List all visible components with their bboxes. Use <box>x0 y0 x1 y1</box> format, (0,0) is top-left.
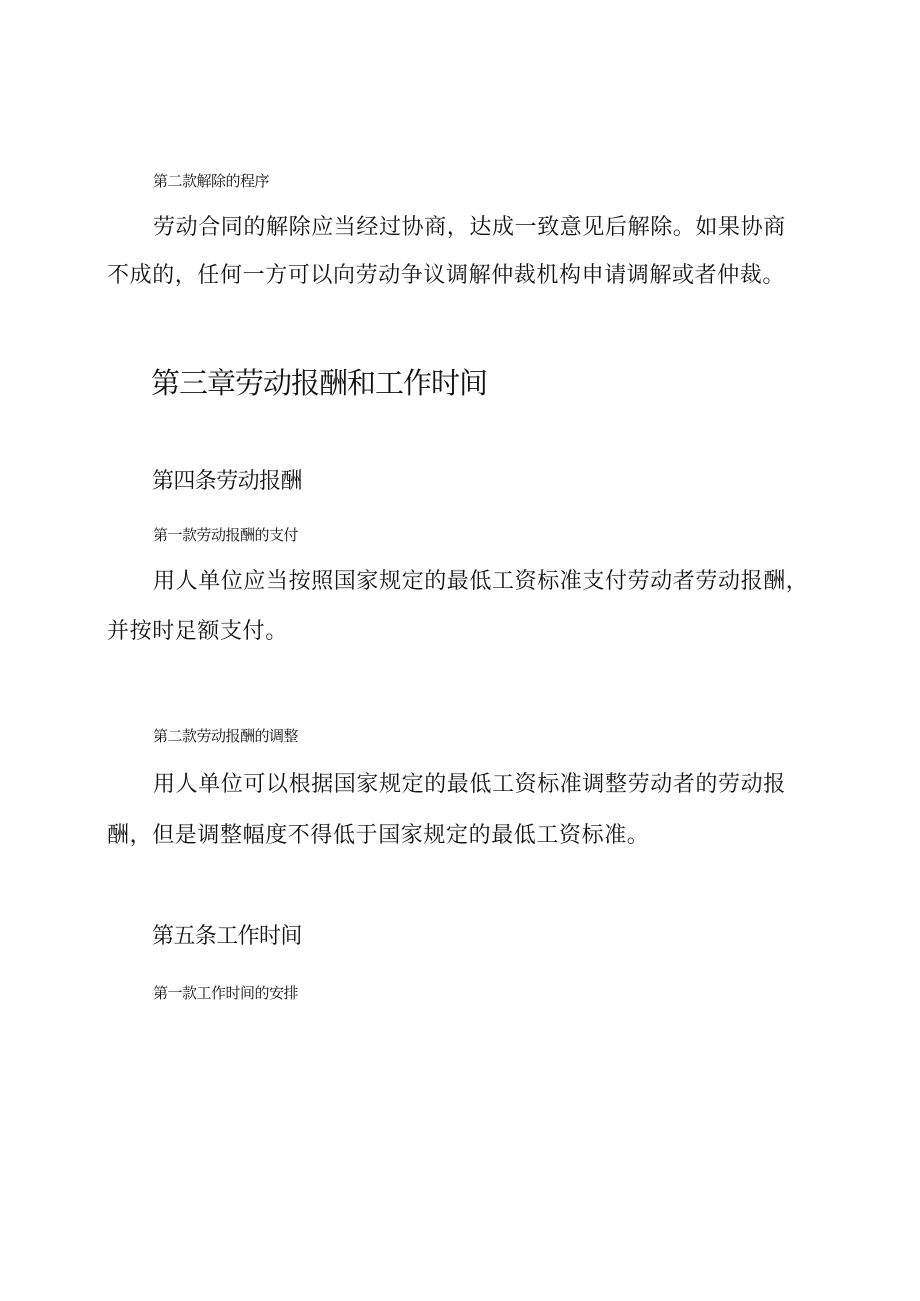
paragraph-line: 劳动合同的解除应当经过协商，达成一致意见后解除。如果协商 <box>153 215 786 240</box>
paragraph-line: 酬，但是调整幅度不得低于国家规定的最低工资标准。 <box>107 823 650 848</box>
paragraph-line: 用人单位可以根据国家规定的最低工资标准调整劳动者的劳动报 <box>153 772 786 797</box>
clause-heading-payment: 第一款劳动报酬的支付 <box>153 526 299 544</box>
paragraph-line: 不成的，任何一方可以向劳动争议调解仲裁机构申请调解或者仲裁。 <box>107 263 786 288</box>
article-heading-remuneration: 第四条劳动报酬 <box>152 469 302 494</box>
chapter-heading: 第三章劳动报酬和工作时间 <box>151 366 488 400</box>
clause-heading-schedule: 第一款工作时间的安排 <box>153 984 299 1002</box>
paragraph-line: 用人单位应当按照国家规定的最低工资标准支付劳动者劳动报酬， <box>153 569 809 594</box>
clause-heading-adjustment: 第二款劳动报酬的调整 <box>153 727 299 745</box>
article-heading-working-time: 第五条工作时间 <box>152 924 302 949</box>
paragraph-line: 并按时足额支付。 <box>107 619 288 644</box>
clause-heading-termination-procedure: 第二款解除的程序 <box>153 172 270 190</box>
